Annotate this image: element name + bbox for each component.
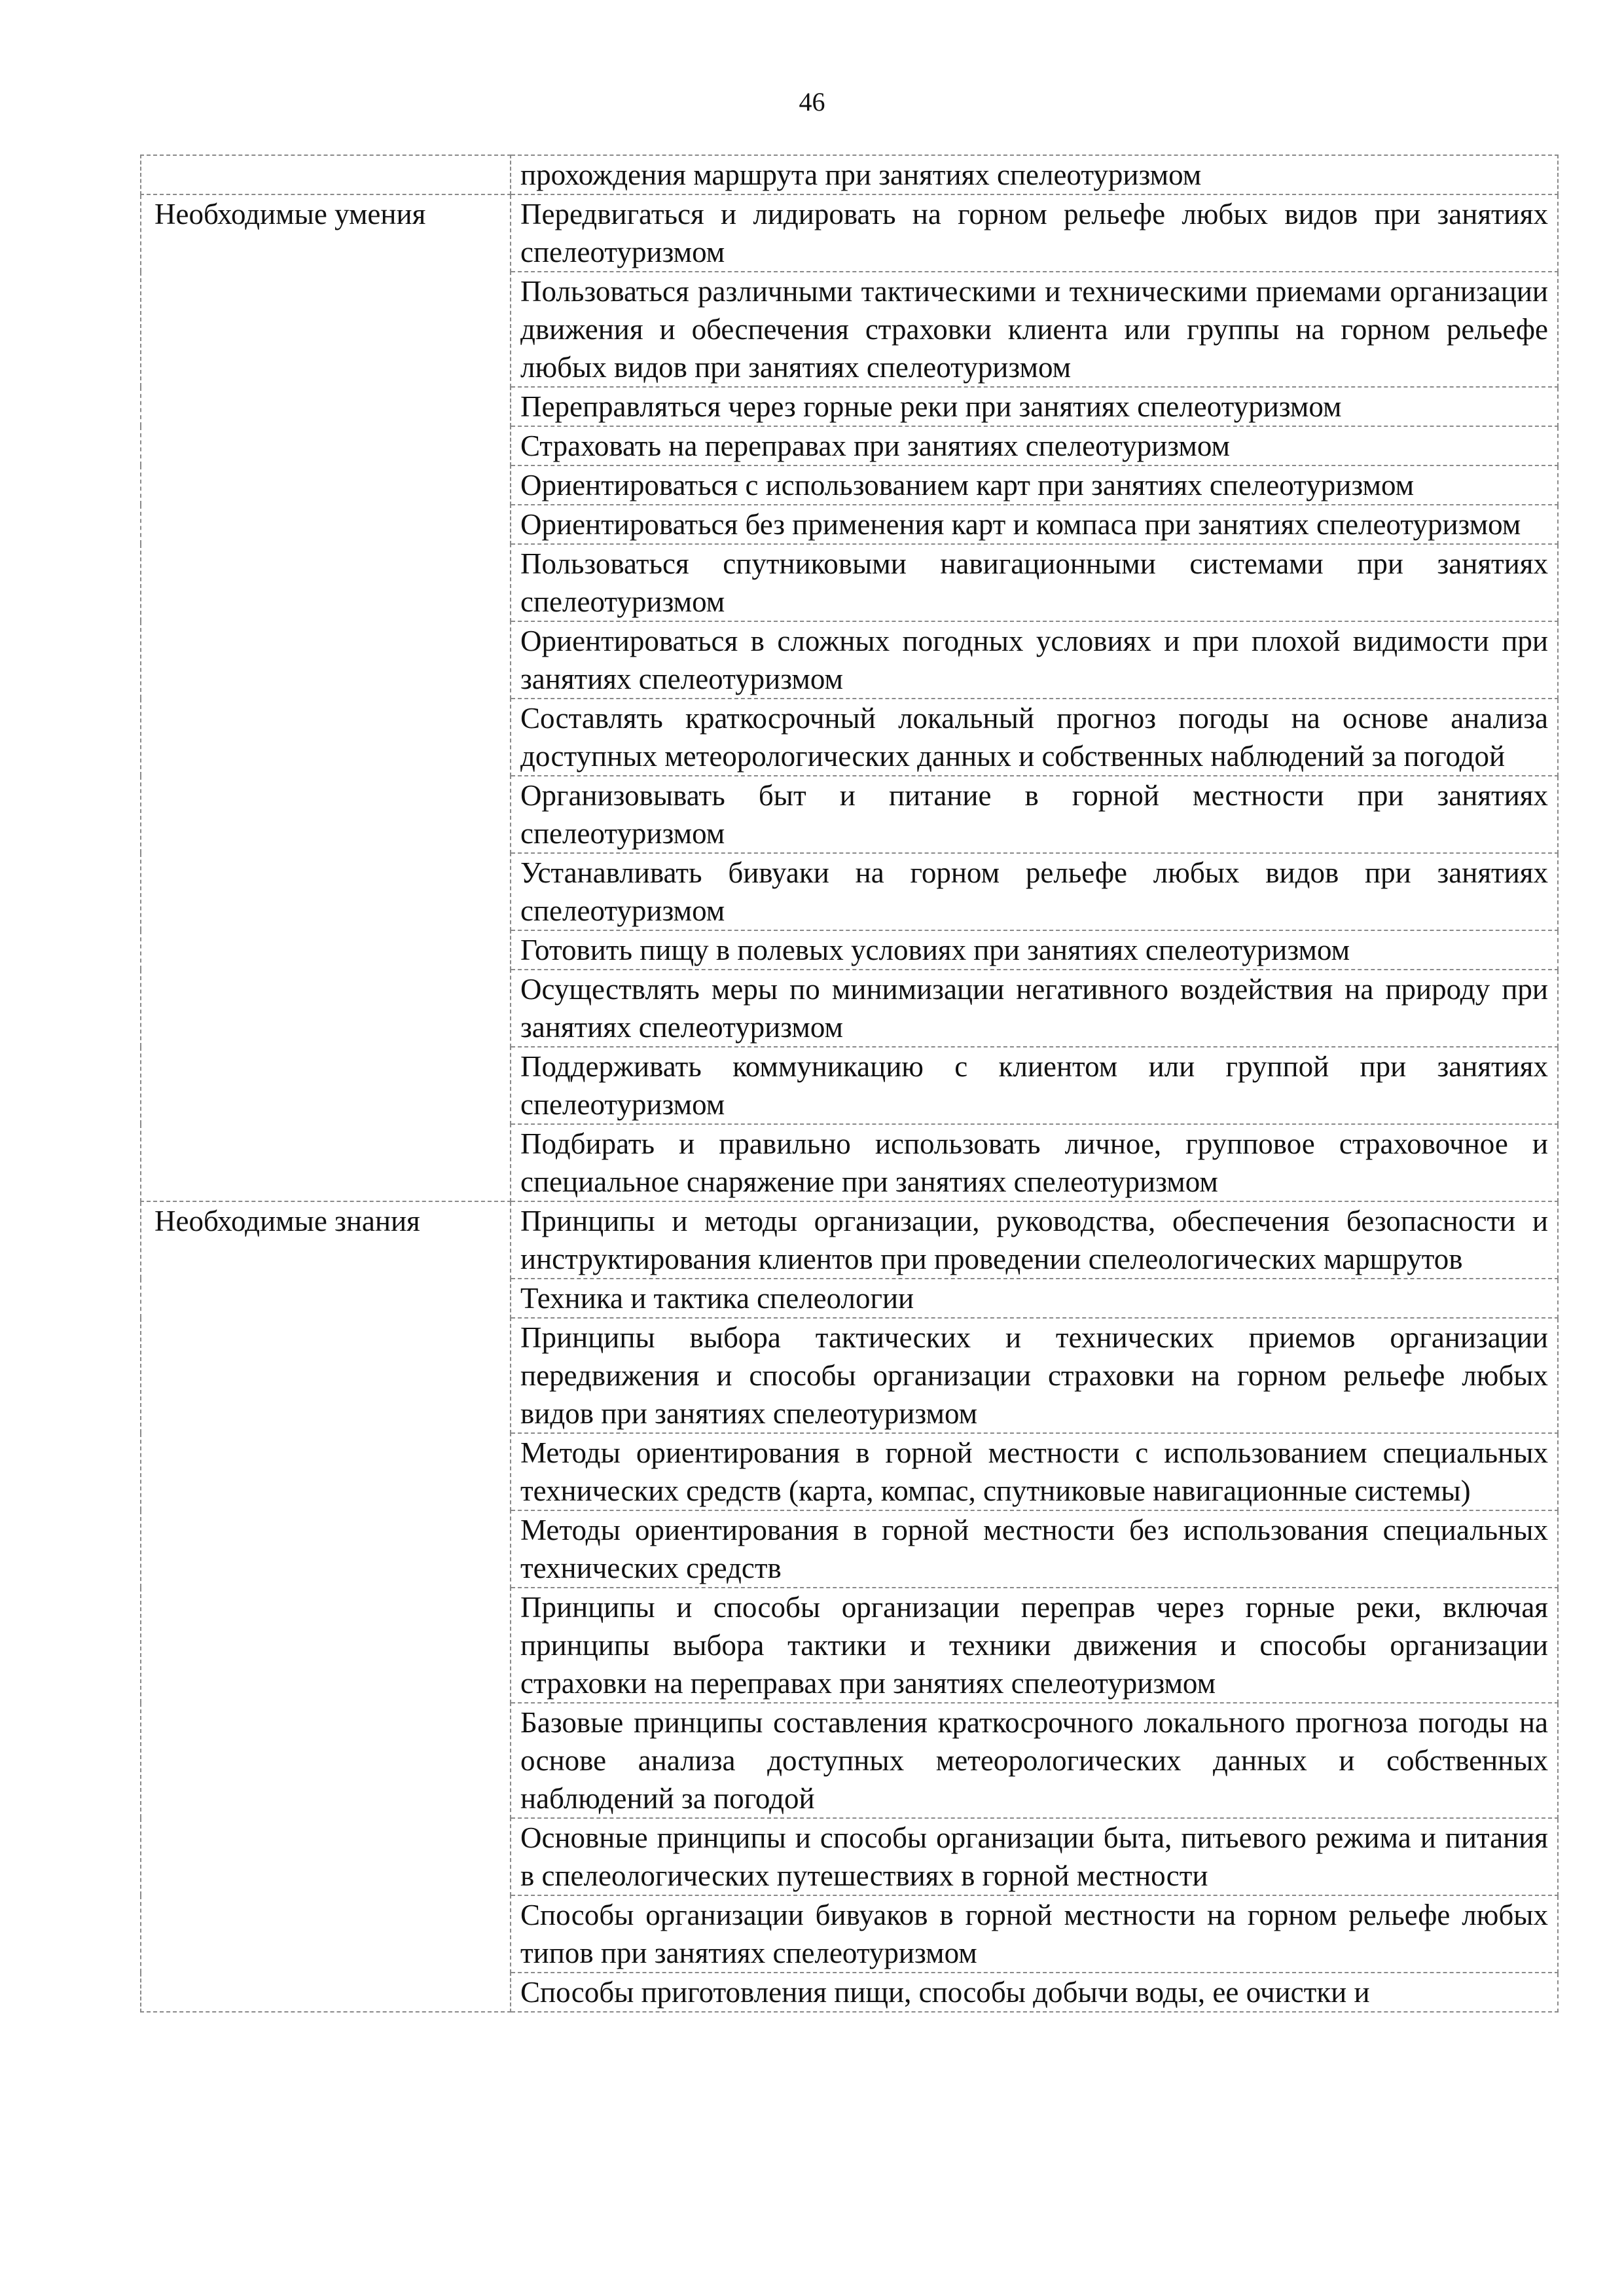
knowledge-item: Техника и тактика спелеологии bbox=[511, 1279, 1558, 1318]
knowledge-label-cell: Необходимые знания bbox=[141, 1201, 511, 2012]
table-row-continuation bbox=[141, 155, 1558, 194]
skills-item: Организовывать быт и питание в горной местности при занятиях спелеотуризмом bbox=[511, 776, 1558, 853]
skills-item: Ориентироваться без применения карт и компаса при занятиях спелеотуризмом bbox=[511, 505, 1558, 544]
skills-item: Готовить пищу в полевых условиях при занятиях спелеотуризмом bbox=[511, 930, 1558, 970]
requirements-table bbox=[140, 155, 1559, 2013]
knowledge-item: Базовые принципы составления краткосрочного локального прогноза погоды на основе анализа доступных метеорологических данных и собственных наблюдений за погодой bbox=[511, 1703, 1558, 1818]
knowledge-item: Способы приготовления пищи, способы добычи воды, ее очистки и bbox=[511, 1973, 1558, 2012]
knowledge-item: Принципы выбора тактических и технических приемов организации передвижения и способы организации страховки на горном рельефе любых видов при занятиях спелеотуризмом bbox=[511, 1318, 1558, 1433]
skills-item: Подбирать и правильно использовать личное, групповое страховочное и специальное снаряжение при занятиях спелеотуризмом bbox=[511, 1124, 1558, 1201]
knowledge-item: Принципы и способы организации переправ через горные реки, включая принципы выбора тактики и техники движения и способы организации страховки на переправах при занятиях спелеотуризмом bbox=[511, 1588, 1558, 1703]
skills-item: Пользоваться спутниковыми навигационными системами при занятиях спелеотуризмом bbox=[511, 544, 1558, 621]
continuation-text-cell: прохождения маршрута при занятиях спелеотуризмом bbox=[511, 155, 1558, 194]
skills-item: Пользоваться различными тактическими и техническими приемами организации движения и обеспечения страховки клиента или группы на горном рельефе любых видов при занятиях спелеотуризмом bbox=[511, 272, 1558, 387]
knowledge-item: Основные принципы и способы организации быта, питьевого режима и питания в спелеологических путешествиях в горной местности bbox=[511, 1818, 1558, 1895]
skills-item: Устанавливать бивуаки на горном рельефе любых видов при занятиях спелеотуризмом bbox=[511, 853, 1558, 930]
skills-label-cell: Необходимые умения bbox=[141, 194, 511, 1201]
skills-item: Поддерживать коммуникацию с клиентом или группой при занятиях спелеотуризмом bbox=[511, 1047, 1558, 1124]
knowledge-row bbox=[141, 1201, 1558, 1279]
continuation-label-cell bbox=[141, 155, 511, 194]
skills-item: Осуществлять меры по минимизации негативного воздействия на природу при занятиях спелеотуризмом bbox=[511, 970, 1558, 1047]
skills-item: Переправляться через горные реки при занятиях спелеотуризмом bbox=[511, 387, 1558, 426]
page-number: 46 bbox=[799, 87, 825, 117]
knowledge-item: Методы ориентирования в горной местности с использованием специальных технических средств (карта, компас, спутниковые навигационные системы) bbox=[511, 1433, 1558, 1510]
knowledge-item: Методы ориентирования в горной местности без использования специальных технических средств bbox=[511, 1510, 1558, 1588]
table-body bbox=[141, 155, 1558, 2012]
skills-row bbox=[141, 194, 1558, 272]
skills-item: Ориентироваться с использованием карт при занятиях спелеотуризмом bbox=[511, 465, 1558, 505]
skills-item: Ориентироваться в сложных погодных условиях и при плохой видимости при занятиях спелеотуризмом bbox=[511, 621, 1558, 699]
skills-item: Составлять краткосрочный локальный прогноз погоды на основе анализа доступных метеорологических данных и собственных наблюдений за погодой bbox=[511, 699, 1558, 776]
skills-item: Передвигаться и лидировать на горном рельефе любых видов при занятиях спелеотуризмом bbox=[511, 194, 1558, 272]
knowledge-item: Способы организации бивуаков в горной местности на горном рельефе любых типов при занятиях спелеотуризмом bbox=[511, 1895, 1558, 1973]
skills-item: Страховать на переправах при занятиях спелеотуризмом bbox=[511, 426, 1558, 465]
knowledge-item: Принципы и методы организации, руководства, обеспечения безопасности и инструктирования клиентов при проведении спелеологических маршрутов bbox=[511, 1201, 1558, 1279]
